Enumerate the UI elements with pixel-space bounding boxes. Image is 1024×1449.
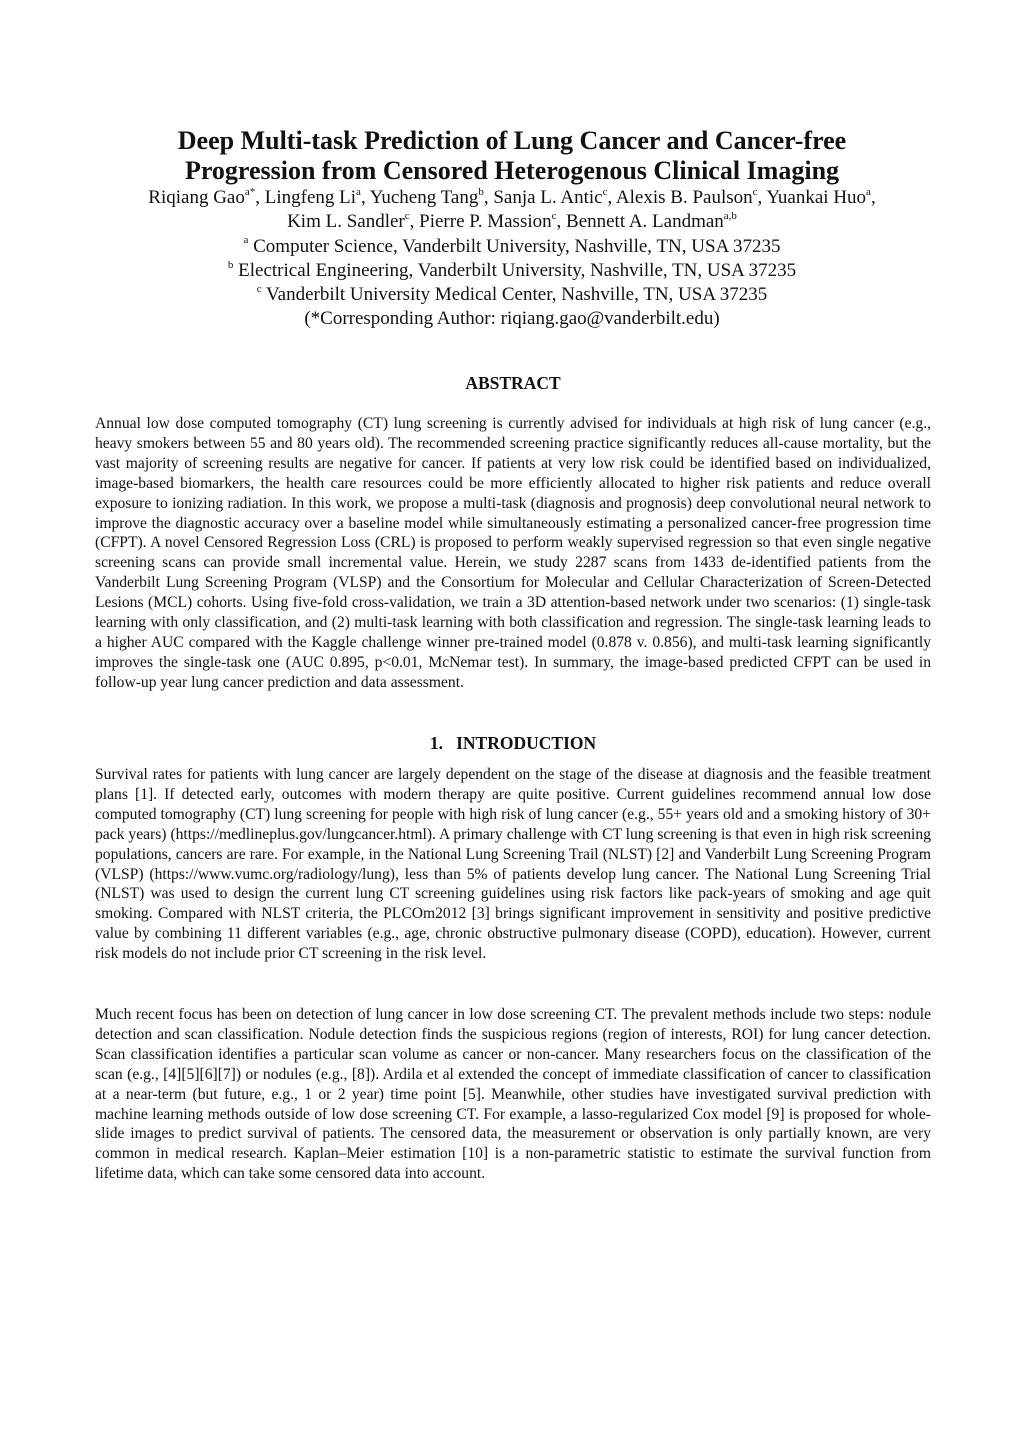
introduction-heading: 1. INTRODUCTION [429, 733, 597, 753]
affiliation-c [60, 283, 964, 307]
author-name: Alexis B. Paulson [615, 187, 753, 208]
author-affiliation-mark: a* [244, 185, 256, 198]
author-affiliation-mark: c [551, 209, 557, 222]
introduction-paragraph-2: Much recent focus has been on detection of lung cancer in low dose screening CT. The prevalent methods include two steps: nodule detection and scan classification. Nodule detection finds the suspicious regions (region of interests, ROI) for lung cancer detection. Scan classification identifies a particular scan volume as cancer or non-cancer. Many researchers focus on the classification of the scan (e.g., [4][5][6][7]) or nodules (e.g., [8]). Ardila et al extended the concept of immediate classification of cancer to classification at a near-term (but future, e.g., 1 or 2 year) time point [5]. Meanwhile, other studies have investigated survival prediction with machine learning methods outside of low dose screening CT. For example, a lasso-regularized Cox model [9] is proposed for whole-slide images to predict survival of patients. The censored data, the measurement or observation is only partially known, are very common in medical research. Kaplan–Meier estimation [10] is a non-parametric statistic to estimate the survival function from lifetime data, which can take some censored data into account. [95, 1006, 931, 1183]
author-affiliation-mark: c [602, 185, 608, 198]
affiliation-text: Vanderbilt University Medical Center, Nashville, TN, USA 37235 [266, 284, 768, 306]
author-name: Kim L. Sandler [287, 211, 405, 233]
author-affiliation-mark: a [356, 185, 361, 198]
paper-title [60, 126, 964, 186]
author-affiliation-mark: c [404, 209, 410, 222]
affiliation-mark: b [227, 258, 234, 271]
author-list-line-2: Kim L. Sandler$^c$, Pierre P. Massion$^c$, Bennett A. Landman$^{a,b}$ [287, 209, 737, 233]
title-line-1: Deep Multi-task Prediction of Lung Cancer and Cancer-free [177, 126, 847, 155]
author-affiliation-mark: a,b [723, 209, 737, 222]
author-name: Lingfeng Li [264, 187, 357, 208]
author-name: Bennett A. Landman [566, 211, 724, 233]
introduction-paragraph-1: Survival rates for patients with lung cancer are largely dependent on the stage of the disease at diagnosis and the feasible treatment plans [1]. If detected early, outcomes with modern therapy are quite positive. Current guidelines recommend annual low dose computed tomography (CT) lung screening for people with high risk of lung cancer (e.g., 55+ years old and a smoking history of 30+ pack years) (https://medlineplus.gov/lungcancer.html). A primary challenge with CT lung screening is that even in high risk screening populations, cancers are rare. For example, in the National Lung Screening Trail (NLST) [2] and Vanderbilt Lung Screening Program (VLSP) (https://www.vumc.org/radiology/lung), less than 5% of patients develop lung cancer. The National Lung Screening Trial (NLST) was used to design the current lung CT screening guidelines using risk factors like pack-years of smoking and age quit smoking. Compared with NLST criteria, the PLCOm2012 [3] brings significant improvement in sensitivity and positive predictive value by combining 11 different variables (e.g., age, chronic obstructive pulmonary disease (COPD), education). However, current risk models do not include prior CT screening in the risk level. [95, 766, 931, 963]
author-affiliation-mark: b [478, 185, 484, 198]
affiliation-a [60, 235, 964, 259]
affiliation-text: Computer Science, Vanderbilt University, Nashville, TN, USA 37235 [253, 235, 781, 257]
affiliation-mark: a [243, 234, 249, 247]
abstract-heading: ABSTRACT [465, 373, 561, 393]
abstract-paragraph: Annual low dose computed tomography (CT) lung screening is currently advised for individuals at high risk of lung cancer (e.g., heavy smokers between 55 and 80 years old). The recommended screening practice significantly reduces all-cause mortality, but the vast majority of screening results are negative for cancer. If patients at very low risk could be identified based on individualized, image-based biomarkers, the health care resources could be more efficiently allocated to higher risk patients and reduce overall exposure to ionizing radiation. In this work, we propose a multi-task (diagnosis and prognosis) deep convolutional neural network to improve the diagnostic accuracy over a baseline model while simultaneously estimating a personalized cancer-free progression time (CFPT). A novel Censored Regression Loss (CRL) is proposed to perform weakly supervised regression so that even single negative screening scans can provide small incremental value. Herein, we study 2287 scans from 1433 de-identified patients from the Vanderbilt Lung Screening Program (VLSP) and the Consortium for Molecular and Cellular Characterization of Screen-Detected Lesions (MCL) cohorts. Using five-fold cross-validation, we train a 3D attention-based network under two scenarios: (1) single-task learning with only classification, and (2) multi-task learning with both classification and regression. The single-task learning leads to a higher AUC compared with the Kaggle challenge winner pre-trained model (0.878 v. 0.856), and multi-task learning significantly improves the single-task one (AUC 0.895, p<0.01, McNemar test). In summary, the image-based predicted CFPT can be used in follow-up year lung cancer prediction and data assessment. [95, 415, 931, 691]
affiliation-text: Electrical Engineering, Vanderbilt University, Nashville, TN, USA 37235 [238, 259, 797, 281]
author-name: Sanja L. Antic [493, 187, 603, 208]
affiliation-b [60, 259, 964, 283]
author-name: Pierre P. Massion [419, 211, 552, 233]
title-line-2: Progression from Censored Heterogenous Clinical Imaging [184, 156, 840, 185]
corresponding-author: (*Corresponding Author: riqiang.gao@vanderbilt.edu) [304, 308, 720, 330]
affiliation-mark: c [256, 282, 262, 295]
author-affiliation-mark: c [752, 185, 758, 198]
author-list-line-1: Riqiang Gao$^{a*}$, Lingfeng Li$^a$, Yucheng Tang$^b$, Sanja L. Antic$^c$, Alexis B. Paulson$^c$, Yuankai Huo$^a$, [148, 185, 876, 208]
author-name: Yuankai Huo [766, 187, 867, 208]
author-name: Riqiang Gao [148, 187, 245, 208]
author-name: Yucheng Tang [369, 187, 479, 208]
author-affiliation-mark: a [866, 185, 871, 198]
front-matter [60, 186, 964, 332]
